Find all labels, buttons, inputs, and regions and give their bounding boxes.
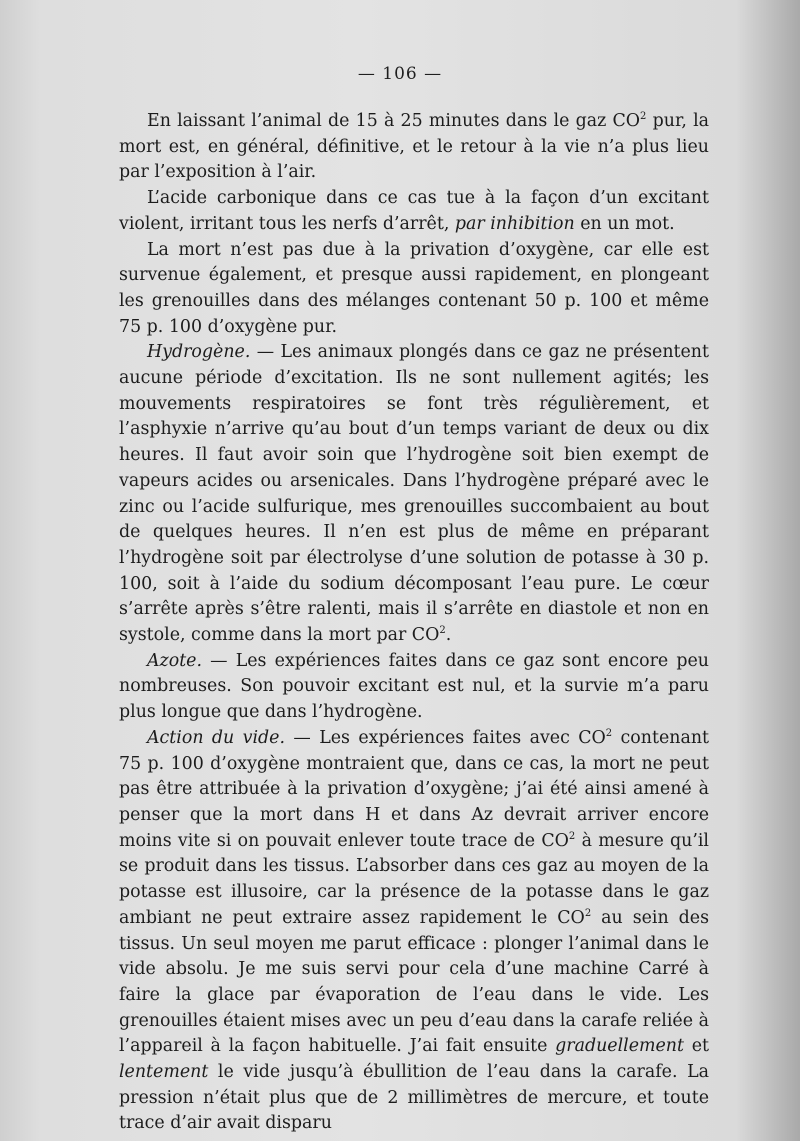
italic-heading: Hydrogène. bbox=[147, 342, 251, 363]
superscript: 2 bbox=[568, 830, 576, 842]
italic-text: lentement bbox=[119, 1062, 209, 1083]
italic-text: par inhibition bbox=[454, 213, 575, 234]
paragraph-1 bbox=[119, 109, 709, 186]
italic-text: graduellement bbox=[555, 1036, 684, 1057]
paragraph-action-du-vide bbox=[119, 726, 709, 1137]
text-segment: le vide jusqu’à ébullition de l’eau dans la carafe. La pression n’était plus que de 2 millimètres de mercure, et toute trace d’air avait disparu bbox=[119, 1062, 709, 1134]
body-text bbox=[119, 109, 709, 1137]
text-segment: pur, la mort est, en général, définitive, et le retour à la vie n’a plus lieu par l’exposition à l’air. bbox=[119, 111, 710, 183]
superscript: 2 bbox=[605, 728, 613, 740]
text-segment: . bbox=[445, 625, 452, 646]
text-segment: à mesure qu’il se produit dans les tissus. L’absorber dans ces gaz au moyen de la potasse est illusoire, car la présence de la potasse dans le gaz ambiant ne peut extraire assez rapidement le CO bbox=[119, 830, 709, 928]
paragraph-3 bbox=[119, 238, 709, 341]
italic-heading: Action du vide. bbox=[147, 727, 285, 748]
text-segment: en un mot. bbox=[574, 213, 675, 234]
text-segment: au sein des tissus. Un seul moyen me parut efficace : plonger l’animal dans le vide absolu. Je me suis servi pour cela d’une machine Carré à faire la glace par évaporation de l’eau dans le vide. Les grenouilles étaient mises avec un peu d’eau dans la carafe reliée à l’appareil à la façon habituelle. J’ai fait ensuite bbox=[119, 907, 709, 1057]
text-segment: L’acide carbonique dans ce cas tue à la façon d’un excitant violent, irritant tous les nerfs d’arrêt, bbox=[119, 188, 709, 234]
text-segment: contenant 75 p. 100 d’oxygène montraient que, dans ce cas, la mort ne peut pas être attribuée à la privation d’oxygène; j’ai été ainsi amené à penser que la mort dans H et dans Az devrait arriver encore moins vite si on pouvait enlever toute trace de CO bbox=[119, 727, 710, 851]
italic-heading: Azote. bbox=[147, 650, 202, 671]
text-segment: La mort n’est pas due à la privation d’oxygène, car elle est survenue également, et presque aussi rapidement, en plongeant les grenouilles dans des mélanges contenant 50 p. 100 et même 75 p. 100 d’oxygène pur. bbox=[119, 239, 709, 337]
paragraph-2 bbox=[119, 186, 709, 237]
paragraph-azote bbox=[119, 649, 709, 726]
text-segment: En laissant l’animal de 15 à 25 minutes dans le gaz CO bbox=[147, 111, 641, 131]
text-segment: — Les expériences faites avec CO bbox=[285, 727, 606, 748]
text-segment: — Les animaux plongés dans ce gaz ne présentent aucune période d’excitation. Ils ne sont nullement agités; les mouvements respiratoires se font très régulièrement, et l’asphyxie n’arrive qu’au bout d’un temps variant de deux ou dix heures. Il faut avoir soin que l’hydrogène soit bien exempt de vapeurs acides ou arsenicales. Dans l’hydrogène préparé avec le zinc ou l’acide sulfurique, mes grenouilles succombaient au bout de quelques heures. Il n’en est plus de même en préparant l’hydrogène soit par électrolyse d’une solution de potasse à 30 p. 100, soit à l’aide du sodium décomposant l’eau pure. Le cœur s’arrête après s’être ralenti, mais il s’arrête en diastole et non en systole, comme dans la mort par CO bbox=[119, 342, 709, 646]
page-number: — 106 — bbox=[357, 64, 443, 84]
text-segment: — Les expériences faites dans ce gaz sont encore peu nombreuses. Son pouvoir excitant est nul, et la survie m’a paru plus longue que dans l’hydrogène. bbox=[119, 650, 709, 723]
superscript: 2 bbox=[640, 111, 647, 123]
paragraph-hydrogene bbox=[119, 340, 709, 648]
text-segment: et bbox=[683, 1036, 709, 1057]
superscript: 2 bbox=[584, 908, 592, 919]
superscript: 2 bbox=[439, 625, 446, 637]
